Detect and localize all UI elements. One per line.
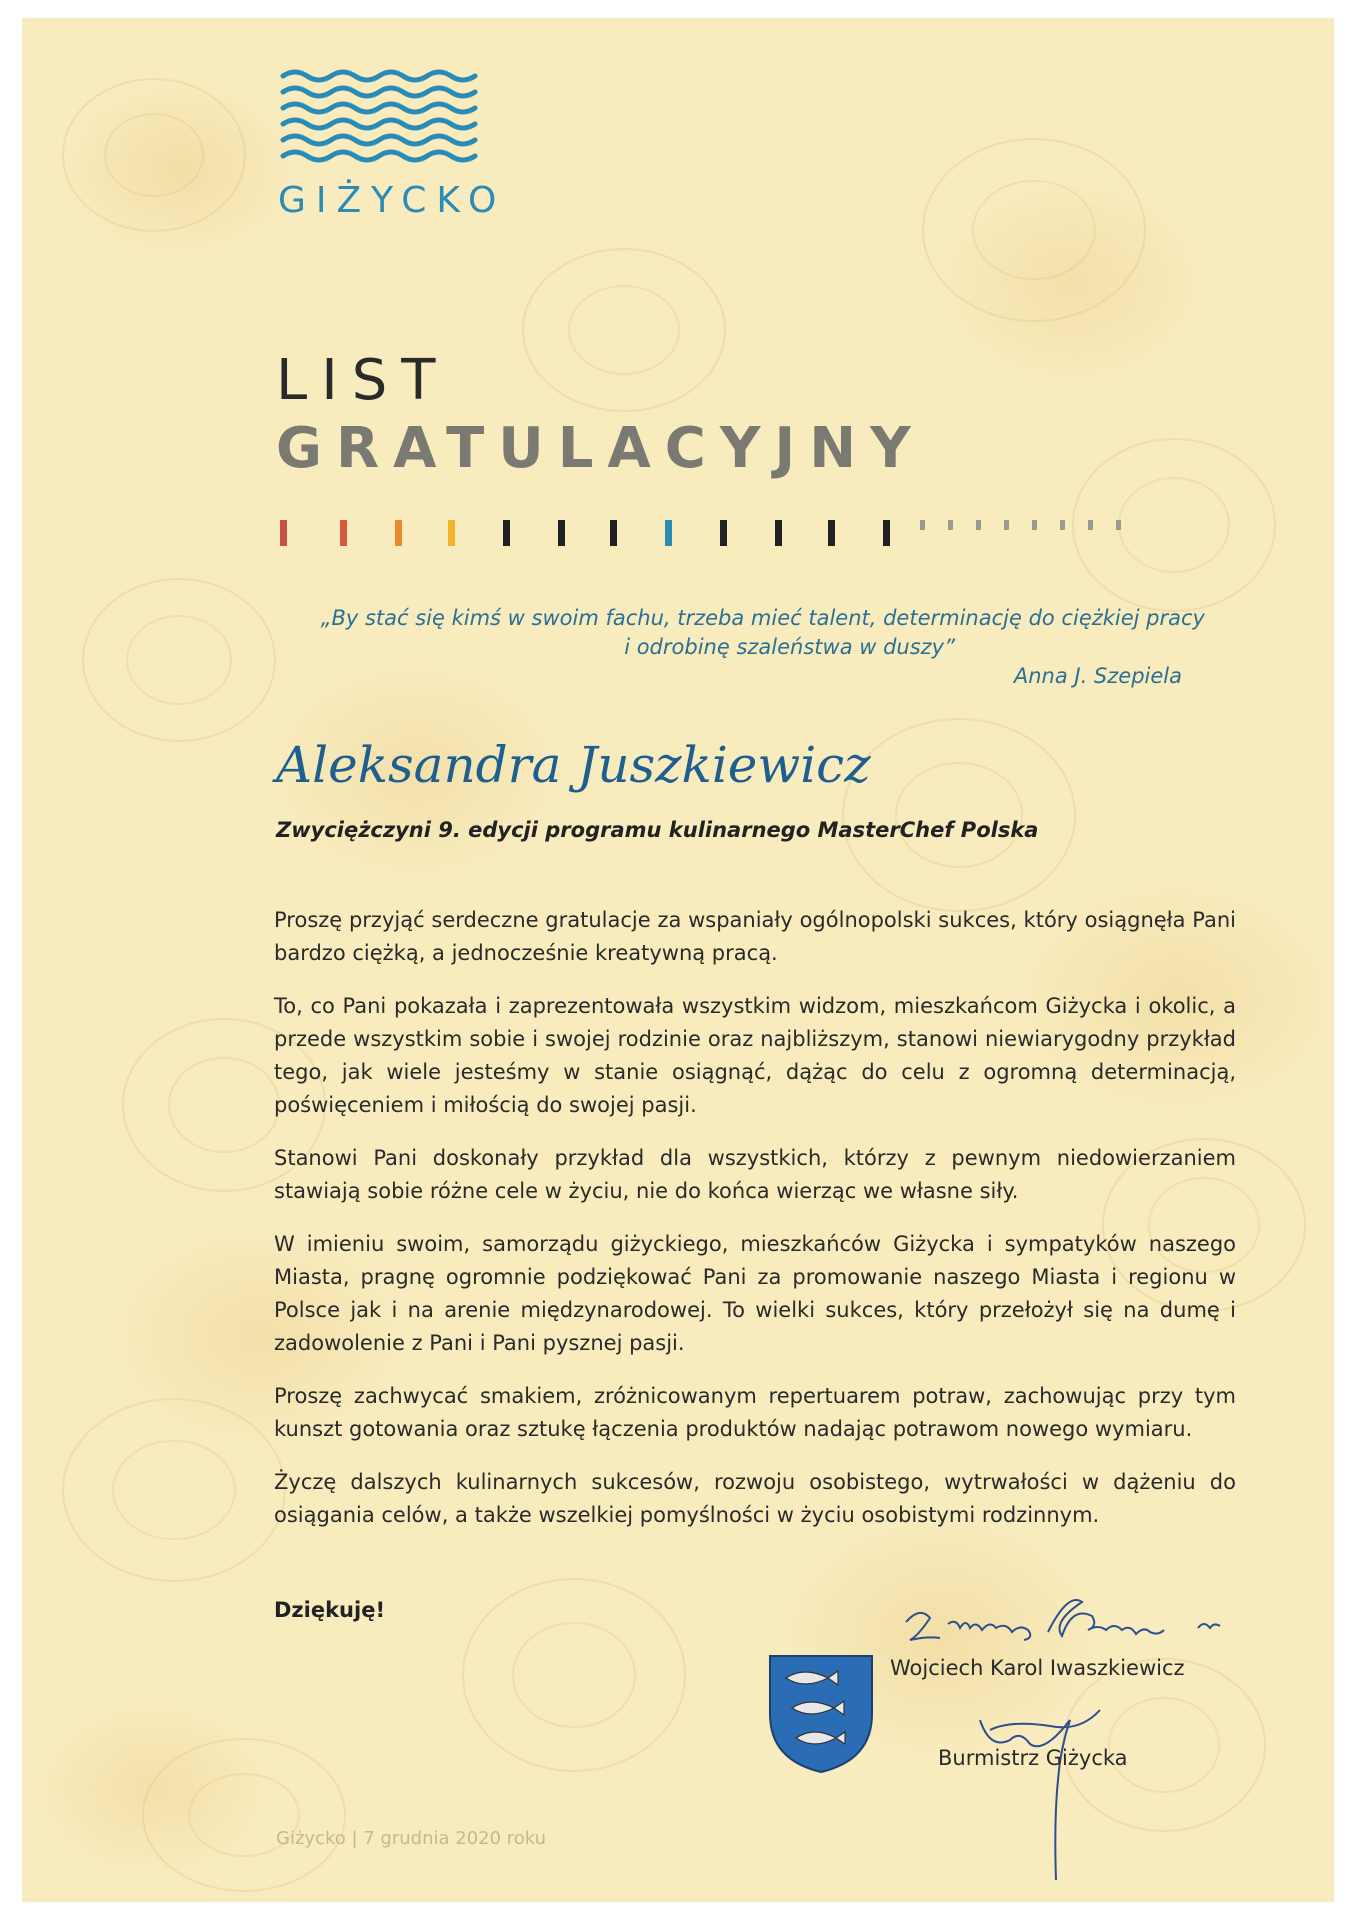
paragraph-6: Życzę dalszych kulinarnych sukcesów, rozwoju osobistego, wytrwałości w dążeniu do osiągania celów, a także wszelkiej pomyślności w życiu osobistymi rodzinnym. [274,1470,1236,1527]
waves-logo-icon [278,68,488,168]
recipient-name: Aleksandra Juszkiewicz [276,736,871,794]
paragraph-4: W imieniu swoim, samorządu giżyckiego, mieszkańców Giżycka i sympatyków naszego Miasta, pragnę ogromnie podziękować Pani za promowanie naszego Miasta i regionu w Polsce jak i na arenie międzynarodowej. To wielki sukces, który przełożył się na dumę i zadowolenie z Pani i Pani pysznej pasji. [274,1232,1236,1355]
signer-name: Wojciech Karol Iwaszkiewicz [890,1656,1185,1680]
letter-body [274,904,1236,1552]
recipient-subtitle: Zwyciężczyni 9. edycji programu kulinarnego MasterChef Polska [276,818,1039,842]
paragraph-3: Stanowi Pani doskonały przykład dla wszystkich, którzy z pewnym niedowierzaniem stawiają sobie różne cele w życiu, nie do końca wierząc we własne siły. [274,1146,1236,1203]
paragraph-1: Proszę przyjąć serdeczne gratulacje za wspaniały ogólnopolski sukces, który osiągnęła Pani bardzo ciężką, a jednocześnie kreatywną pracą. [274,908,1236,965]
title-line-1: LIST [276,348,450,413]
title-line-2: GRATULACYJNY [276,416,925,481]
paragraph-5: Proszę zachwycać smakiem, zróżnicowanym repertuarem potraw, zachowując przy tym kunszt gotowania oraz sztukę łączenia produktów nadając potrawom nowego wymiaru. [274,1384,1236,1441]
quote-line-1: „By stać się kimś w swoim fachu, trzeba mieć talent, determinację do ciężkiej pracy [320,606,1205,630]
paragraph-2: To, co Pani pokazała i zaprezentowała wszystkim widzom, mieszkańcom Giżycka i okolic, a przede wszystkim sobie i swojej rodzinie oraz najbliższym, stanowi niewiarygodny przykład tego, jak wiele jesteśmy w stanie osiągnąć, dążąc do celu z ogromną determinacją, poświęceniem i miłością do swojej pasji. [274,994,1236,1117]
decorative-bars-icon [280,518,1160,548]
quote-line-2: i odrobinę szaleństwa w duszy” [624,635,955,659]
logo-wordmark: GIŻYCKO [278,180,507,221]
quote-author: Anna J. Szepiela [1013,664,1182,688]
thanks-text: Dziękuję! [274,1598,386,1622]
city-crest-icon [766,1652,876,1776]
handwritten-note-icon [898,1592,1298,1652]
signature-icon [960,1680,1130,1890]
quote [300,604,1205,662]
signer-title: Burmistrz Giżycka [938,1746,1128,1770]
footer-place-date: Giżycko | 7 grudnia 2020 roku [276,1828,547,1849]
